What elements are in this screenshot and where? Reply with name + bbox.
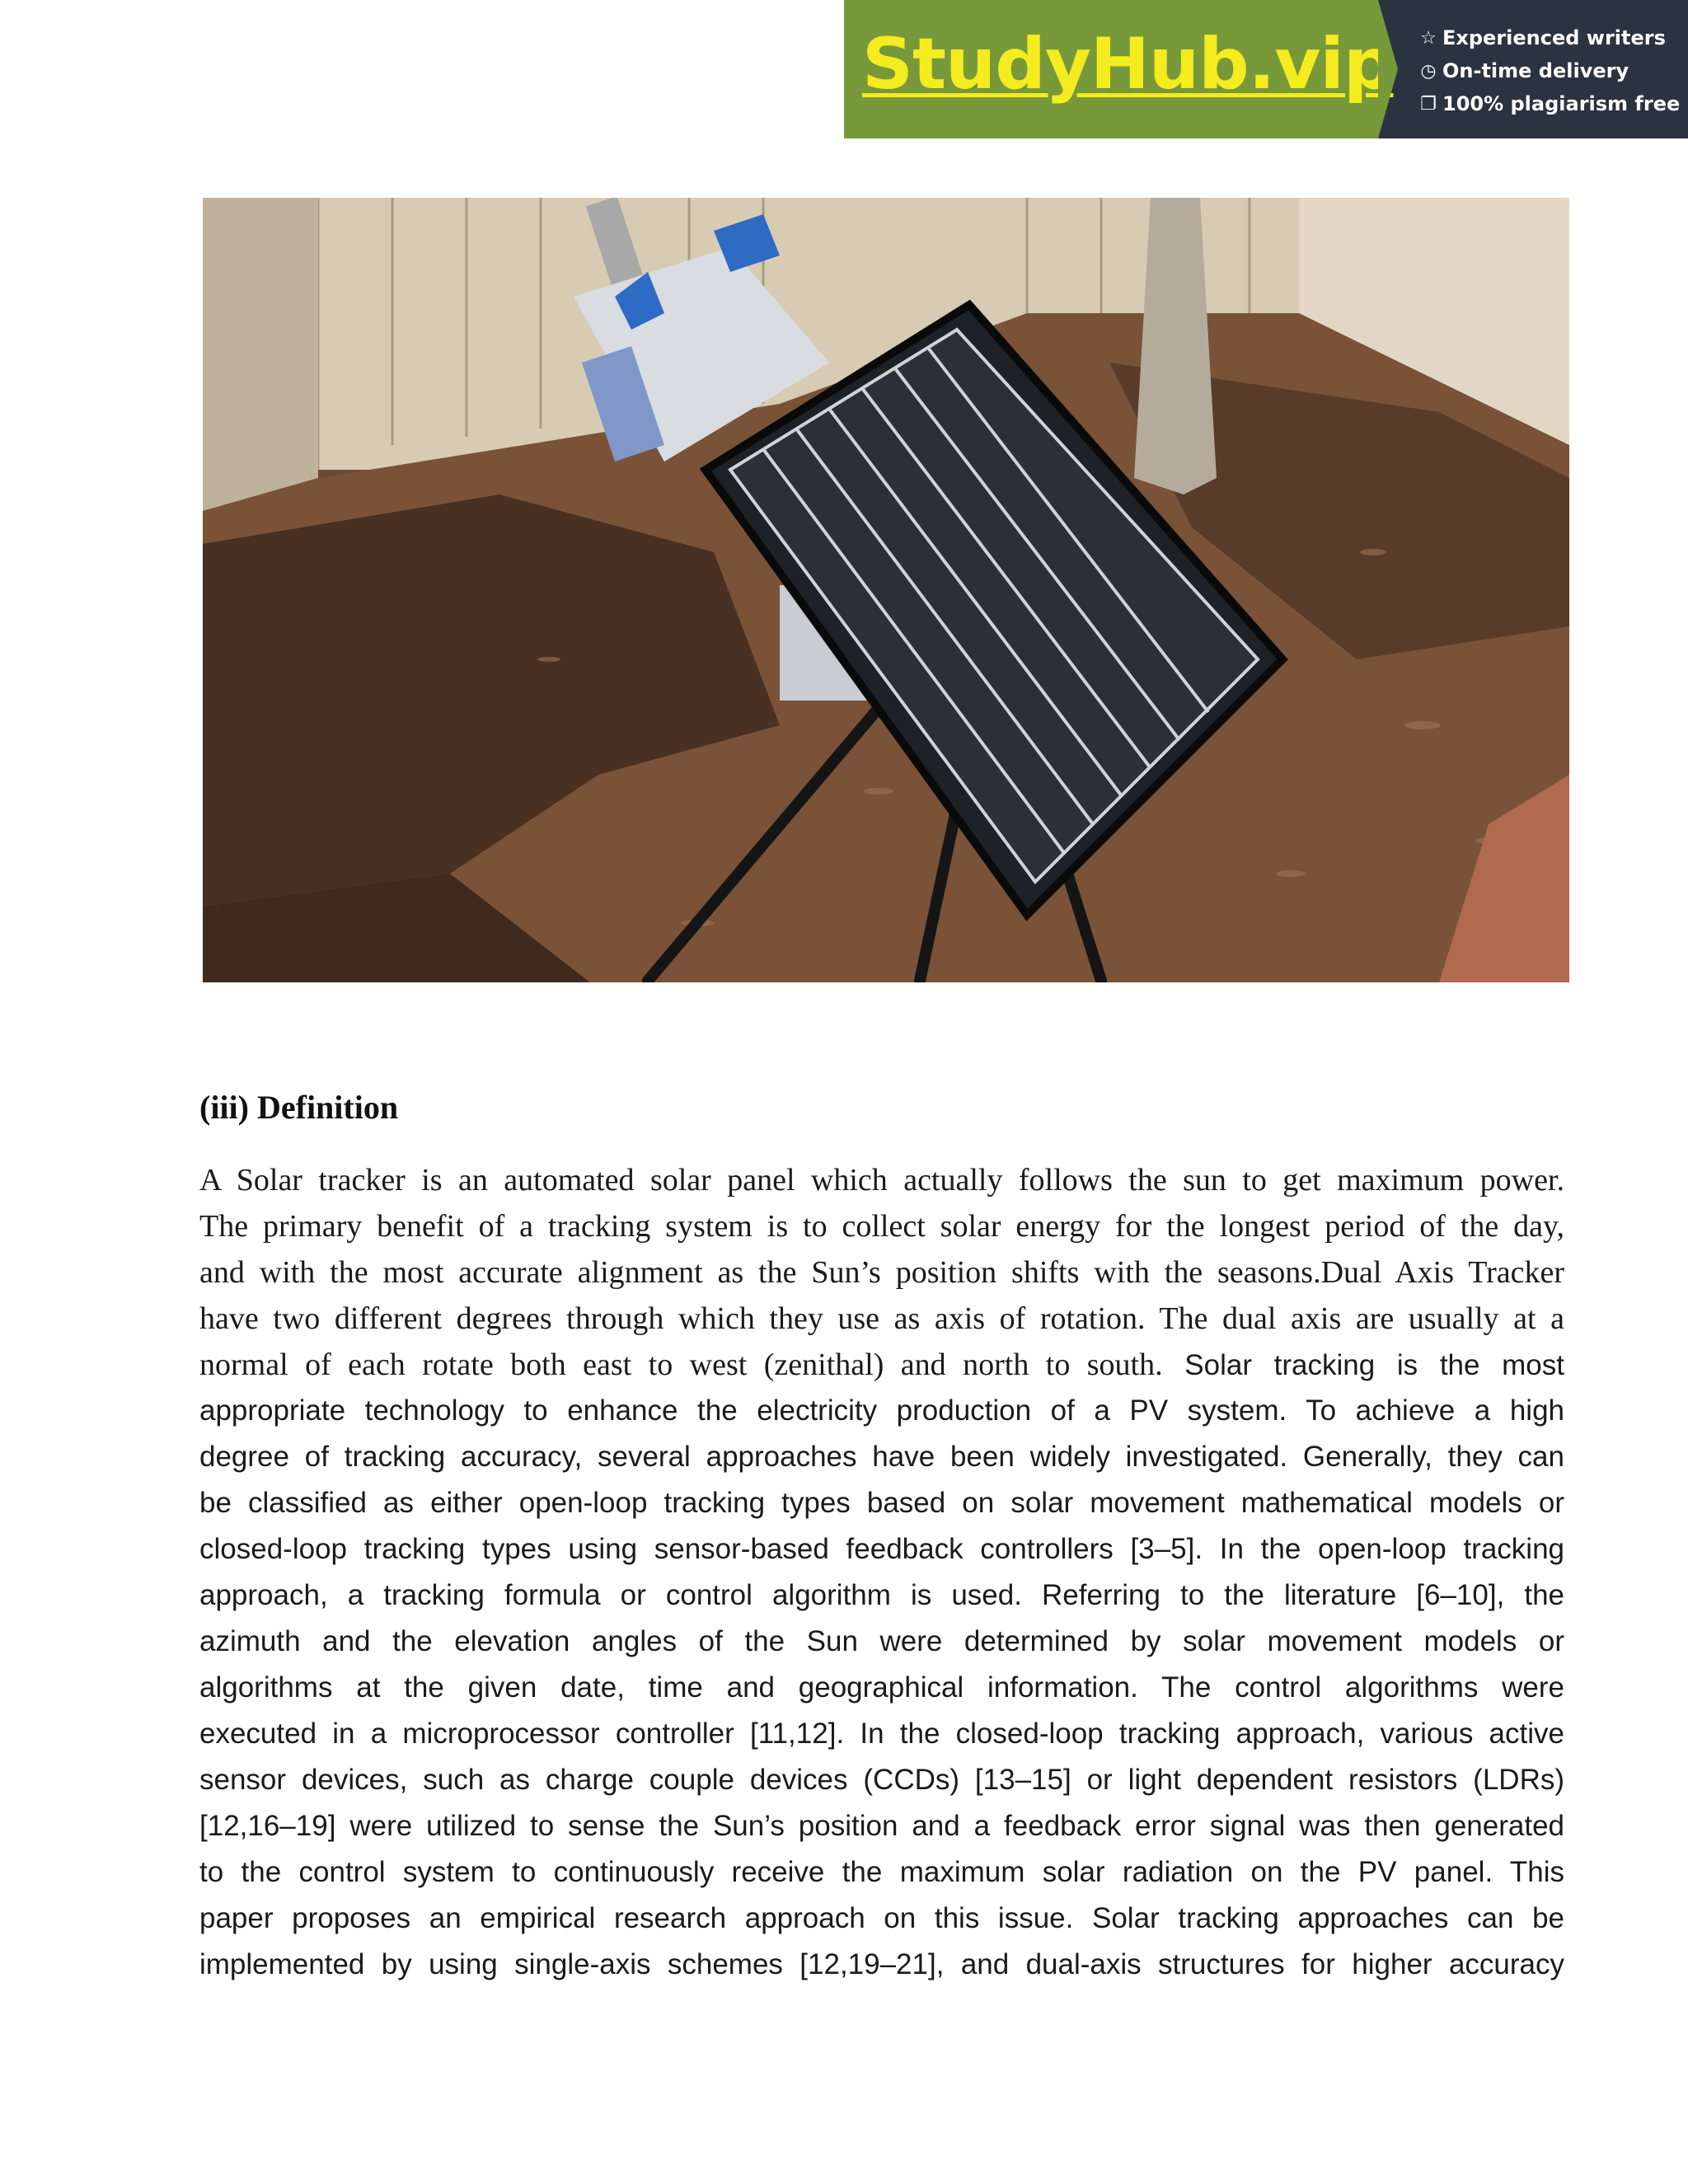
text-segment-serif: normal of each rotate both east to west (zenithal) and north to south. bbox=[199, 1347, 1163, 1382]
banner-feature-delivery bbox=[1418, 54, 1688, 87]
body-text bbox=[199, 1157, 1564, 1988]
banner-feature-writers bbox=[1418, 21, 1688, 54]
text-line: sensor devices, such as charge couple devices (CCDs) [13–15] or light dependent resistors (LDRs) bbox=[199, 1764, 1564, 1796]
banner-feature-label: Experienced writers bbox=[1442, 26, 1666, 49]
section-heading: (iii) Definition bbox=[199, 1089, 399, 1126]
text-line: approach, a tracking formula or control algorithm is used. Referring to the literature [6–10], the bbox=[199, 1579, 1564, 1611]
text-line: A Solar tracker is an automated solar panel which actually follows the sun to get maximum power. bbox=[199, 1163, 1564, 1197]
text-line: have two different degrees through which they use as axis of rotation. The dual axis are usually at a bbox=[199, 1301, 1564, 1336]
text-line: implemented by using single-axis schemes [12,19–21], and dual-axis structures for higher accuracy bbox=[199, 1948, 1564, 1980]
text-line: be classified as either open-loop tracking types based on solar movement mathematical models or bbox=[199, 1487, 1564, 1519]
banner-features bbox=[1378, 0, 1688, 138]
text-line: appropriate technology to enhance the electricity production of a PV system. To achieve a high bbox=[199, 1394, 1564, 1427]
text-line: The primary benefit of a tracking system is to collect solar energy for the longest period of the day, bbox=[199, 1209, 1564, 1244]
solar-tracker-photo bbox=[203, 198, 1569, 982]
text-line: to the control system to continuously receive the maximum solar radiation on the PV panel. This bbox=[199, 1856, 1564, 1888]
text-segment-sans: Solar tracking is the most bbox=[1162, 1349, 1564, 1381]
banner-feature-label: 100% plagiarism free bbox=[1442, 92, 1681, 115]
ad-banner[interactable] bbox=[844, 0, 1688, 138]
copy-icon: ❐ bbox=[1420, 93, 1437, 115]
text-line: degree of tracking accuracy, several approaches have been widely investigated. Generally, they can bbox=[199, 1441, 1564, 1473]
text-line: closed-loop tracking types using sensor-based feedback controllers [3–5]. In the open-loop tracking bbox=[199, 1533, 1564, 1565]
text-line: paper proposes an empirical research approach on this issue. Solar tracking approaches can be bbox=[199, 1902, 1564, 1934]
studyhub-logo[interactable]: StudyHub.vip bbox=[862, 23, 1394, 105]
text-line-mixed bbox=[199, 1342, 1564, 1388]
text-line: and with the most accurate alignment as the Sun’s position shifts with the seasons.Dual Axis Tracker bbox=[199, 1255, 1564, 1290]
text-line: algorithms at the given date, time and geographical information. The control algorithms were bbox=[199, 1671, 1564, 1704]
text-line: executed in a microprocessor controller [11,12]. In the closed-loop tracking approach, various active bbox=[199, 1718, 1564, 1750]
banner-feature-label: On-time delivery bbox=[1442, 59, 1629, 82]
star-outline-icon: ☆ bbox=[1420, 27, 1437, 49]
banner-feature-plagiarism bbox=[1418, 87, 1688, 120]
text-line: azimuth and the elevation angles of the Sun were determined by solar movement models or bbox=[199, 1625, 1564, 1657]
text-line: [12,16–19] were utilized to sense the Sun’s position and a feedback error signal was then generated bbox=[199, 1810, 1564, 1842]
clock-icon: ◷ bbox=[1420, 60, 1437, 82]
banner-logo-area[interactable] bbox=[844, 0, 1394, 138]
